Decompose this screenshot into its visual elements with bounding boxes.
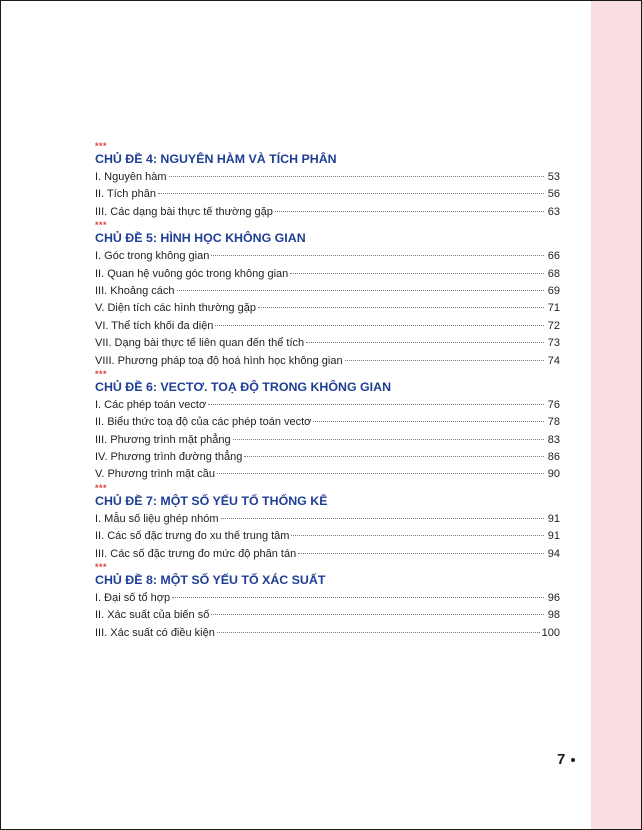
toc-entry-page: 90 <box>547 468 560 481</box>
dot-leader <box>211 254 544 256</box>
toc-entry-page: 76 <box>547 398 560 411</box>
toc-entry <box>95 204 560 221</box>
toc-entry <box>95 186 560 203</box>
toc-section <box>95 563 560 642</box>
dot-leader <box>291 534 544 536</box>
toc-entry <box>95 546 560 563</box>
toc-entry-title: VIII. Phương pháp toạ độ hoá hình học không gian <box>95 354 343 367</box>
toc-entry <box>95 300 560 317</box>
side-color-band <box>591 1 641 829</box>
toc-entry <box>95 625 560 642</box>
toc-entry <box>95 335 560 352</box>
toc-entry-title: III. Xác suất có điều kiện <box>95 626 215 639</box>
toc-entry-title: II. Xác suất của biến số <box>95 609 210 622</box>
toc-entry-page: 100 <box>541 626 560 639</box>
toc-entry-title: VII. Dạng bài thực tế liên quan đến thể tích <box>95 337 305 350</box>
toc-entry <box>95 248 560 265</box>
toc-entry-title: III. Phương trình mặt phẳng <box>95 433 231 446</box>
section-stars-divider: *** <box>95 368 108 379</box>
dot-leader <box>158 192 544 194</box>
toc-entry-title: II. Các số đặc trưng đo xu thế trung tâm <box>95 530 290 543</box>
toc-entry <box>95 353 560 370</box>
dot-leader <box>345 359 544 361</box>
toc-entry-title: III. Các dạng bài thực tế thường gặp <box>95 205 273 218</box>
toc-entry-page: 96 <box>547 592 560 605</box>
section-stars-divider: *** <box>95 482 108 493</box>
table-of-contents <box>95 142 560 642</box>
toc-entry-page: 66 <box>547 250 560 263</box>
toc-entry-page: 86 <box>547 451 560 464</box>
toc-entry <box>95 397 560 414</box>
dot-leader <box>215 324 544 326</box>
toc-entry <box>95 449 560 466</box>
toc-entry-title: III. Khoảng cách <box>95 284 175 297</box>
dot-leader <box>306 341 544 343</box>
toc-entry <box>95 511 560 528</box>
toc-entry <box>95 414 560 431</box>
toc-entry <box>95 283 560 300</box>
dot-leader <box>211 613 544 615</box>
toc-entry-title: V. Diện tích các hình thường gặp <box>95 302 256 315</box>
dot-leader <box>221 517 544 519</box>
toc-entry-title: IV. Phương trình đường thẳng <box>95 451 243 464</box>
toc-entry <box>95 266 560 283</box>
dot-leader <box>169 175 544 177</box>
dot-leader <box>313 420 544 422</box>
toc-entry-title: III. Các số đặc trưng đo mức độ phân tán <box>95 547 297 560</box>
toc-section <box>95 370 560 484</box>
dot-leader <box>177 289 545 291</box>
toc-entry <box>95 432 560 449</box>
section-heading: CHỦ ĐỀ 4: NGUYÊN HÀM VÀ TÍCH PHÂN <box>95 152 337 166</box>
toc-entry-title: I. Nguyên hàm <box>95 171 167 183</box>
section-heading: CHỦ ĐỀ 5: HÌNH HỌC KHÔNG GIAN <box>95 231 306 246</box>
toc-entry-page: 68 <box>547 267 560 280</box>
bullet-icon <box>571 758 575 762</box>
section-stars-divider: *** <box>95 562 108 573</box>
toc-entry <box>95 466 560 483</box>
toc-entry <box>95 169 560 186</box>
toc-entry-page: 72 <box>547 319 560 332</box>
toc-entry-title: II. Tích phân <box>95 188 156 201</box>
toc-entry-page: 73 <box>547 337 560 350</box>
toc-section <box>95 484 560 563</box>
toc-entry <box>95 318 560 335</box>
toc-entry-page: 53 <box>547 171 560 183</box>
section-stars-divider: *** <box>95 220 108 231</box>
dot-leader <box>298 552 544 554</box>
section-heading: CHỦ ĐỀ 6: VECTƠ. TOẠ ĐỘ TRONG KHÔNG GIAN <box>95 379 392 394</box>
toc-entry-page: 78 <box>547 416 560 429</box>
section-stars-divider: *** <box>95 141 108 151</box>
toc-entry <box>95 528 560 545</box>
dot-leader <box>244 455 544 457</box>
toc-entry-title: II. Biểu thức toạ độ của các phép toán vectơ <box>95 416 312 429</box>
dot-leader <box>217 472 544 474</box>
toc-entry-page: 91 <box>547 530 560 543</box>
toc-entry-page: 69 <box>547 284 560 297</box>
toc-entry-title: I. Các phép toán vectơ <box>95 398 207 411</box>
dot-leader <box>258 306 544 308</box>
toc-entry-title: II. Quan hệ vuông góc trong không gian <box>95 267 289 280</box>
dot-leader <box>275 210 544 212</box>
dot-leader <box>172 596 544 598</box>
toc-entry-title: I. Góc trong không gian <box>95 250 210 263</box>
section-heading: CHỦ ĐỀ 8: MỘT SỐ YẾU TỐ XÁC SUẤT <box>95 573 326 588</box>
toc-entry-title: V. Phương trình mặt cầu <box>95 468 215 481</box>
dot-leader <box>290 272 544 274</box>
toc-entry-page: 74 <box>547 354 560 367</box>
dot-leader <box>217 631 540 633</box>
toc-entry-title: I. Mẫu số liệu ghép nhóm <box>95 512 219 525</box>
toc-entry-page: 94 <box>547 547 560 560</box>
toc-entry-title: I. Đại số tổ hợp <box>95 592 171 605</box>
toc-entry-title: VI. Thể tích khối đa diện <box>95 319 214 332</box>
page-number <box>557 751 575 768</box>
toc-entry-page: 71 <box>547 302 560 315</box>
toc-section <box>95 142 560 221</box>
dot-leader <box>208 403 544 405</box>
toc-entry <box>95 590 560 607</box>
toc-entry-page: 91 <box>547 512 560 525</box>
toc-section <box>95 221 560 370</box>
toc-entry-page: 98 <box>547 609 560 622</box>
toc-entry-page: 83 <box>547 433 560 446</box>
toc-entry <box>95 607 560 624</box>
toc-entry-page: 56 <box>547 188 560 201</box>
dot-leader <box>233 438 544 440</box>
page-number-text: 7 <box>557 751 566 768</box>
section-heading: CHỦ ĐỀ 7: MỘT SỐ YẾU TỐ THỐNG KÊ <box>95 493 328 508</box>
toc-entry-page: 63 <box>547 205 560 218</box>
